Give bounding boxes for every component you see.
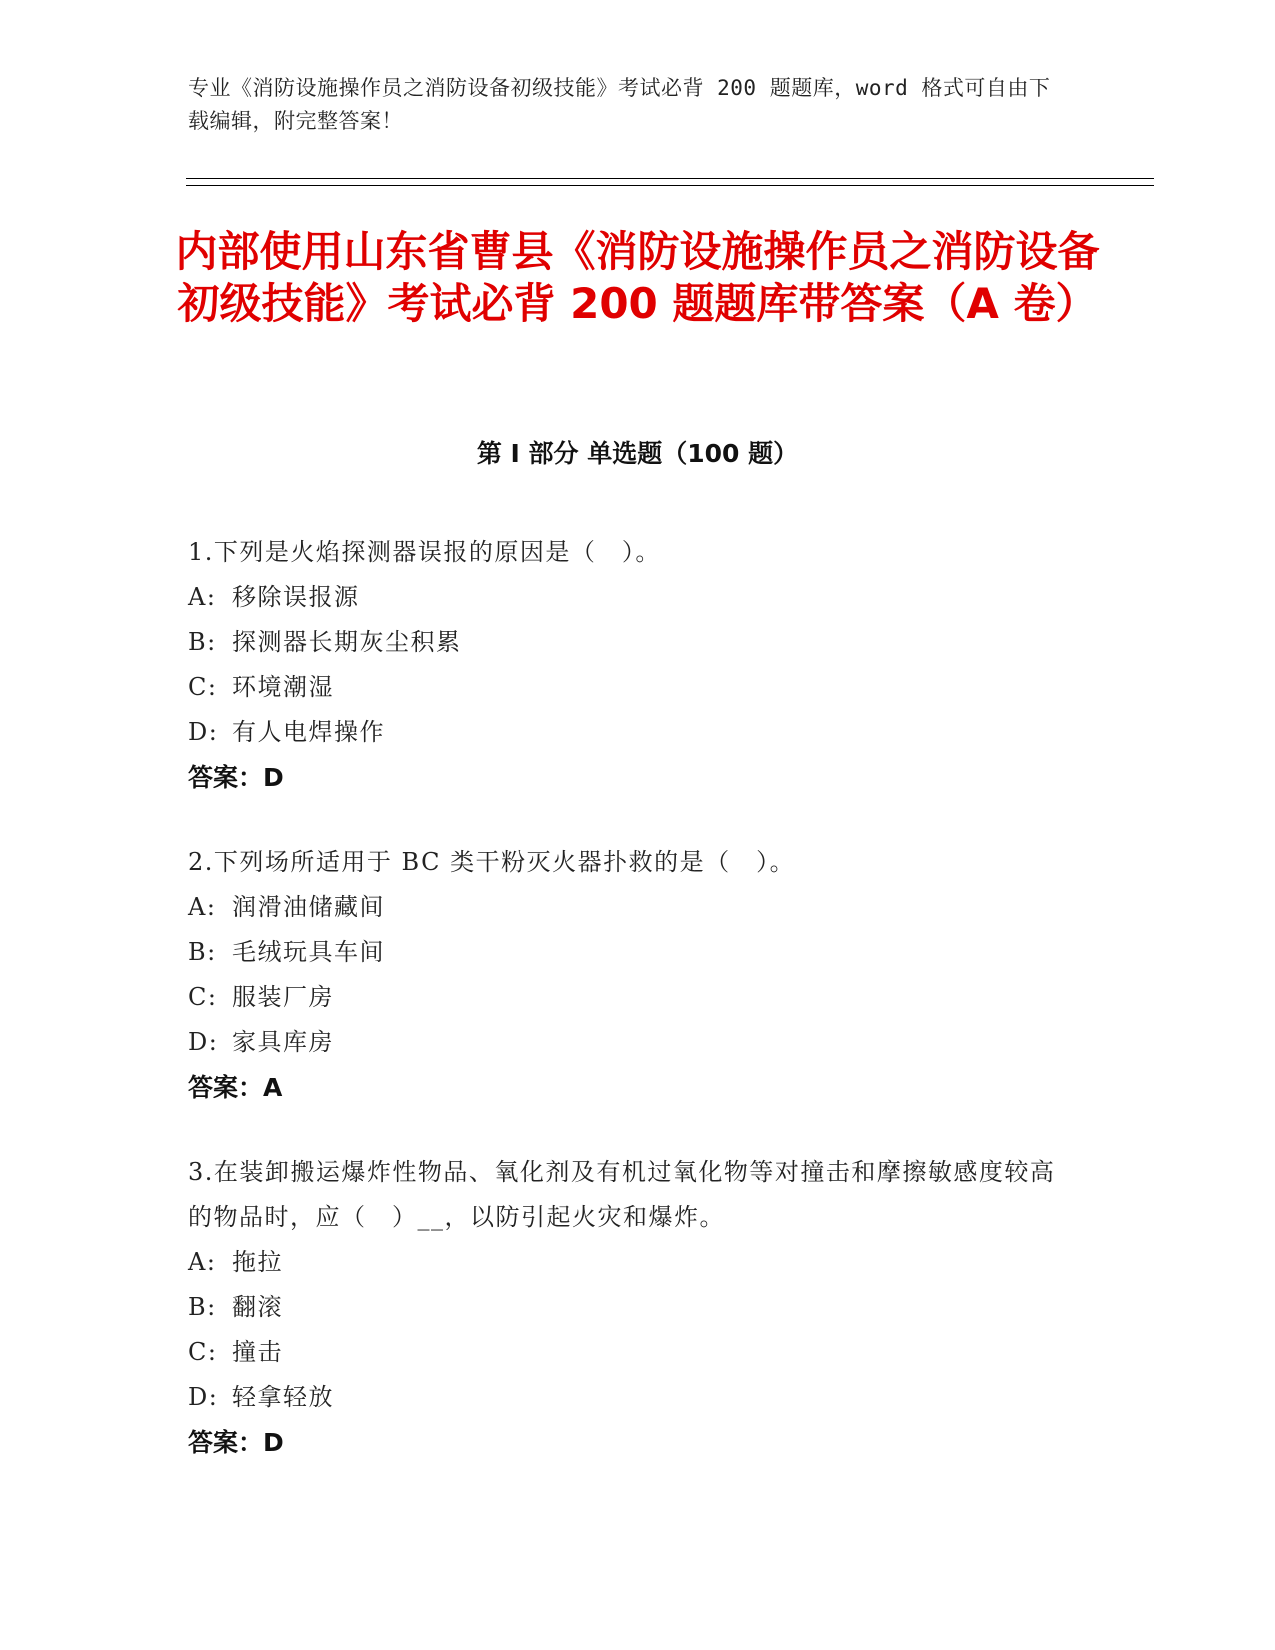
option-letter: B: [188,628,217,656]
header-divider-bottom [186,185,1154,186]
option-d [188,710,1068,755]
option-letter: B: [188,1293,217,1321]
option-a [188,1240,1068,1285]
header-divider-top [186,178,1154,179]
option-d [188,1375,1068,1420]
option-c [188,975,1068,1020]
document-title: 内部使用山东省曹县《消防设施操作员之消防设备初级技能》考试必背 200 题题库带答案（A 卷） [175,227,1100,328]
option-letter: A: [188,1248,217,1276]
option-text: 毛绒玩具车间 [232,938,385,966]
option-c [188,1330,1068,1375]
option-letter: D: [188,1028,219,1056]
option-letter: D: [188,718,219,746]
question-item [188,840,1068,1110]
option-text: 家具库房 [232,1028,334,1056]
option-text: 环境潮湿 [232,673,334,701]
option-a [188,575,1068,620]
option-text: 润滑油储藏间 [232,893,385,921]
header-note: 专业《消防设施操作员之消防设备初级技能》考试必背 200 题题库，word 格式可自由下载编辑，附完整答案！ [188,76,1051,133]
option-text: 拖拉 [232,1248,283,1276]
option-letter: B: [188,938,217,966]
option-text: 移除误报源 [232,583,360,611]
option-letter: A: [188,583,217,611]
option-text: 翻滚 [232,1293,283,1321]
question-list [188,530,1068,1505]
section-heading: 第 I 部分 单选题（100 题） [476,439,799,468]
question-text: 1.下列是火焰探测器误报的原因是（ ）。 [188,538,661,566]
option-d [188,1020,1068,1065]
option-letter: C: [188,1338,218,1366]
option-text: 轻拿轻放 [232,1383,334,1411]
answer: 答案：D [188,763,284,792]
question-item [188,1150,1068,1465]
option-text: 有人电焊操作 [232,718,385,746]
question-text: 3.在装卸搬运爆炸性物品、氧化剂及有机过氧化物等对撞击和摩擦敏感度较高的物品时，应（ ）__，以防引起火灾和爆炸。 [188,1158,1056,1231]
answer: 答案：D [188,1428,284,1457]
option-b [188,620,1068,665]
option-c [188,665,1068,710]
option-text: 撞击 [232,1338,283,1366]
option-letter: A: [188,893,217,921]
question-item [188,530,1068,800]
option-letter: C: [188,673,218,701]
option-b [188,1285,1068,1330]
option-a [188,885,1068,930]
option-letter: C: [188,983,218,1011]
option-text: 探测器长期灰尘积累 [232,628,462,656]
option-b [188,930,1068,975]
answer: 答案：A [188,1073,283,1102]
question-text: 2.下列场所适用于 BC 类干粉灭火器扑救的是（ ）。 [188,848,796,876]
option-letter: D: [188,1383,219,1411]
option-text: 服装厂房 [232,983,334,1011]
